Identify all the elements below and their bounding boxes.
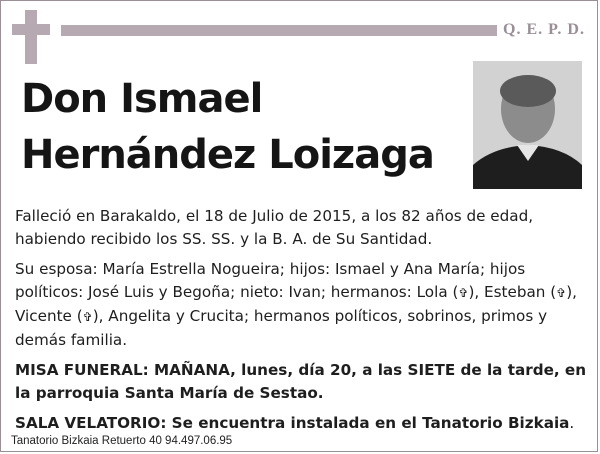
deceased-cross-icon: ✞: [458, 286, 469, 300]
obituary-body: [15, 205, 587, 442]
deceased-cross-icon: ✞: [556, 286, 567, 300]
cross-icon: [12, 10, 50, 64]
funeral-home-footer: Tanatorio Bizkaia Retuerto 40 94.497.06.95: [11, 435, 233, 447]
death-notice: Falleció en Barakaldo, el 18 de Julio de 2015, a los 82 años de edad, habiendo recibido los SS. SS. y la B. A. de Su Santidad.: [15, 207, 534, 248]
deceased-photo: [473, 61, 582, 189]
qepd-label: Q. E. P. D.: [503, 21, 585, 38]
family-list: Su esposa: María Estrella Nogueira; hijos: Ismael y Ana María; hijos políticos: José Luis y Begoña; nieto: Ivan; hermanos: Lola (✞), Esteban (✞), Vicente (✞), Angelita y Crucita; hermanos políticos, sobrinos, primos y demás familia.: [15, 260, 577, 349]
funeral-mass: MISA FUNERAL: MAÑANA, lunes, día 20, a las SIETE de la tarde, en la parroquia Santa María de Sestao.: [15, 361, 587, 402]
header-rule: [61, 25, 497, 36]
wake-room: SALA VELATORIO: Se encuentra instalada en el Tanatorio Bizkaia.: [15, 414, 575, 432]
deceased-name: [21, 71, 434, 183]
name-line-2: Hernández Loizaga: [21, 132, 434, 178]
deceased-cross-icon: ✞: [82, 310, 93, 324]
name-line-1: Don Ismael: [21, 76, 263, 122]
